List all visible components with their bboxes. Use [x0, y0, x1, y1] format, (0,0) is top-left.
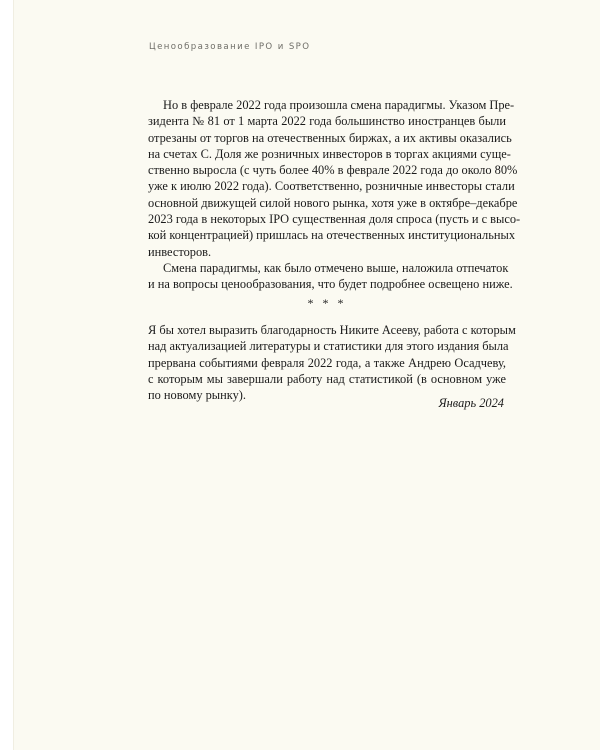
text-line: прервана событиями февраля 2022 года, а также Андрею Осадчеву,: [148, 355, 506, 370]
text-line: с которым мы завершали работу над статистикой (в основном уже: [148, 371, 506, 386]
main-text: [148, 97, 521, 293]
text-line: 2023 года в некоторых IPO существенная доля спроса (пусть и с высо-: [148, 212, 521, 227]
text-line: и на вопросы ценообразования, что будет подробнее освещено ниже.: [148, 277, 513, 292]
text-line: Я бы хотел выразить благодарность Никите Асееву, работа с которым: [148, 323, 516, 337]
text-line: отрезаны от торгов на отечественных биржах, а их активы оказались: [148, 130, 512, 145]
text-line: кой концентрацией) пришлась на отечественных институциональных: [148, 228, 516, 243]
text-line: инвесторов.: [148, 244, 212, 259]
text-line: на счетах С. Доля же розничных инвесторов в торгах акциями суще-: [148, 146, 511, 161]
paragraph-paradigm-shift: [148, 97, 521, 260]
acknowledgement-paragraph: [148, 322, 516, 403]
text-line: зидента № 81 от 1 марта 2022 года большинство иностранцев были: [148, 114, 506, 129]
section-separator: * * *: [307, 296, 347, 310]
text-line: уже к июлю 2022 года). Соответственно, розничные инвесторы стали: [148, 179, 515, 194]
running-head: Ценообразование IPO и SPO: [149, 42, 311, 52]
text-line: Но в феврале 2022 года произошла смена парадигмы. Указом Пре-: [163, 98, 515, 112]
text-line: основной движущей силой нового рынка, хотя уже в октябре–декабре: [148, 195, 518, 210]
text-line: над актуализацией литературы и статистики для этого издания была: [148, 339, 509, 354]
text-line: ственно выросла (с чуть более 40% в феврале 2022 года до около 80%: [148, 163, 518, 178]
date-signature: Январь 2024: [438, 396, 504, 410]
text-line: Смена парадигмы, как было отмечено выше, наложила отпечаток: [163, 260, 509, 275]
text-line: по новому рынку).: [148, 388, 247, 403]
paragraph-pricing-impact: [148, 260, 513, 293]
